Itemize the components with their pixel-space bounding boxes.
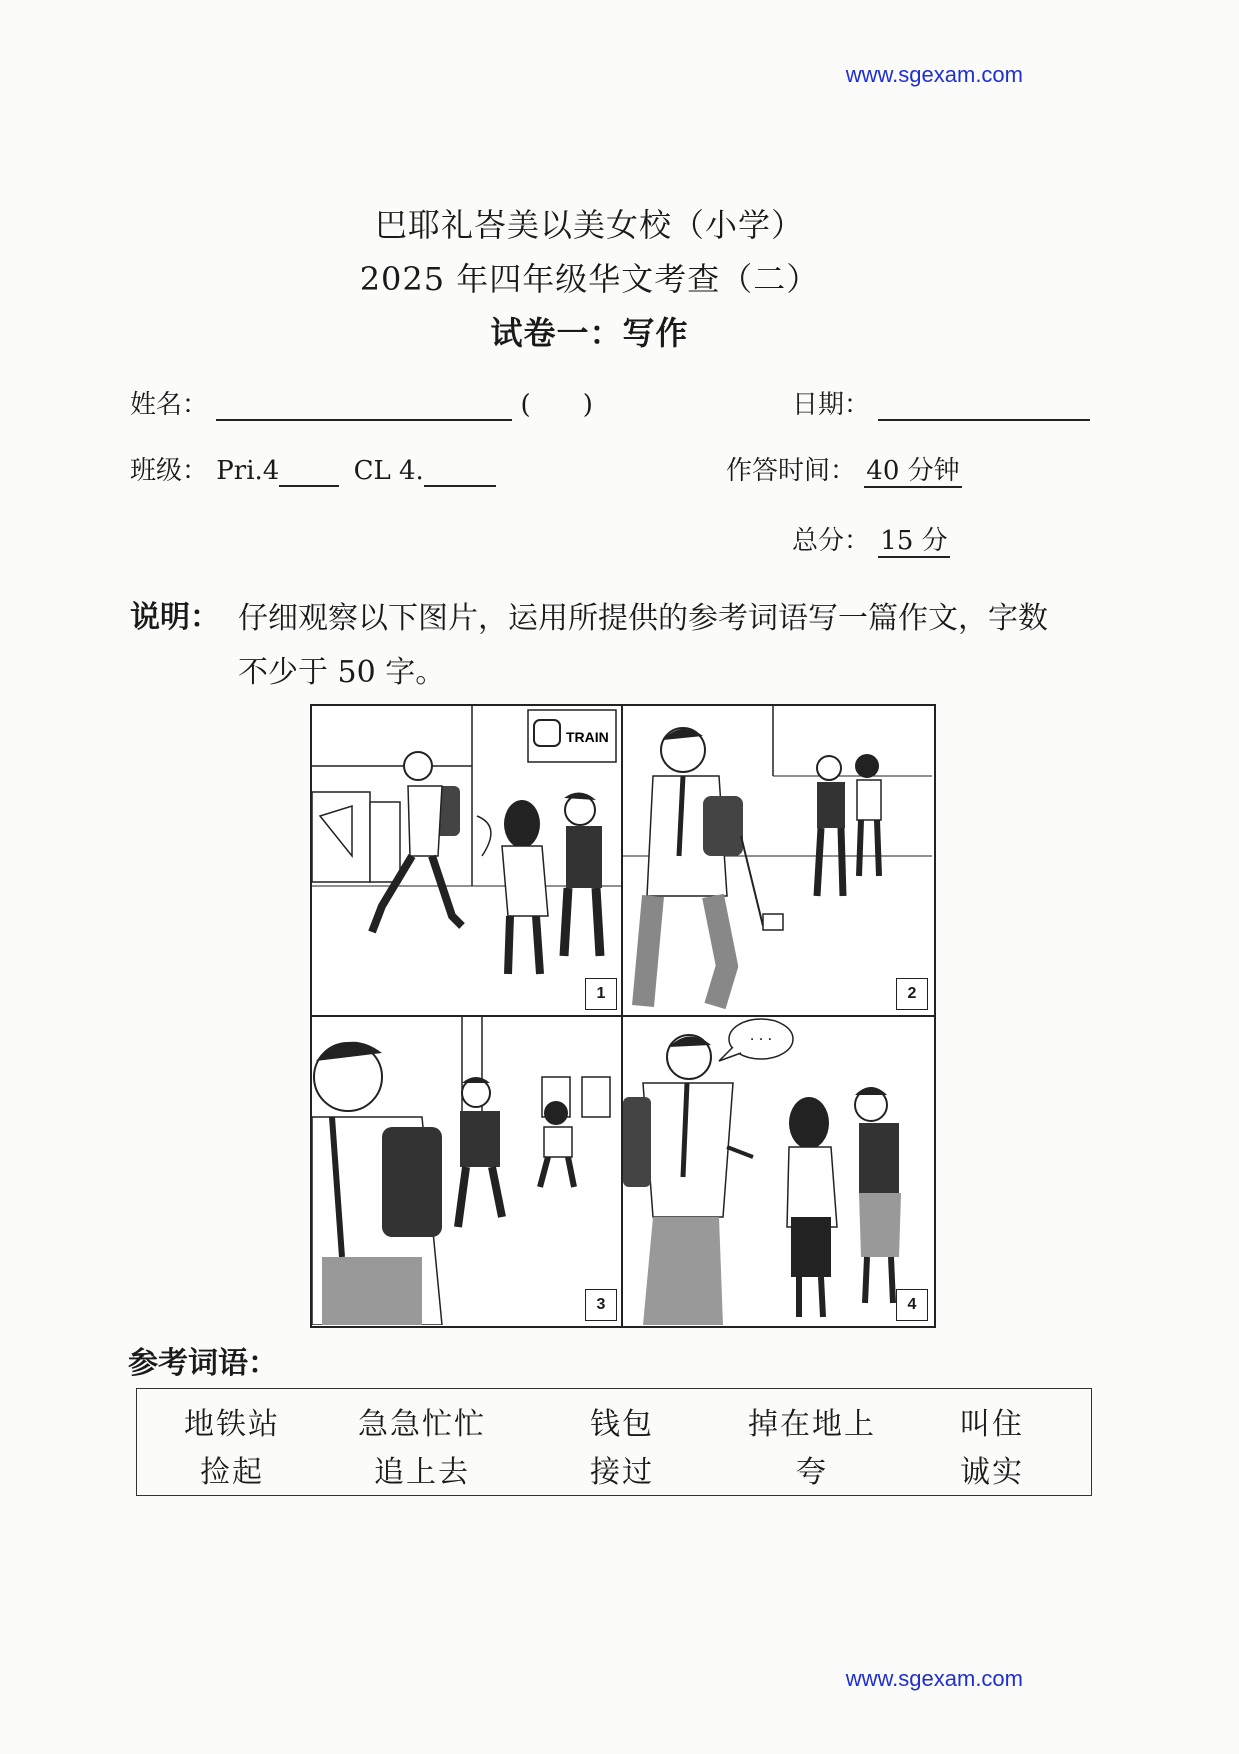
instructions-text: 仔细观察以下图片，运用所提供的参考词语写一篇作文，字数不少于 50 字。: [238, 601, 1048, 690]
class-cl: CL 4.: [353, 456, 424, 486]
panel-3-illustration: [312, 1017, 621, 1325]
comic-panel-4: [623, 1017, 932, 1325]
total-label: 总分：: [792, 526, 871, 556]
date-label: 日期：: [792, 390, 871, 420]
reference-words-box: [136, 1388, 1092, 1496]
comic-panel-3: [312, 1017, 621, 1325]
reference-word: 钱包: [590, 1407, 654, 1442]
reference-word: 追上去: [374, 1455, 470, 1490]
class-label: 班级：: [130, 456, 209, 486]
train-sign-text: TRAIN: [566, 729, 609, 745]
date-field: [792, 384, 1090, 421]
panel-number-1: 1: [585, 978, 617, 1010]
class-cl-blank[interactable]: [424, 485, 496, 487]
reference-word: 掉在地上: [748, 1407, 876, 1442]
name-field: [130, 384, 593, 421]
class-pri-blank[interactable]: [279, 485, 339, 487]
panel-number-4: 4: [896, 1289, 928, 1321]
comic-panel-2: [623, 706, 932, 1014]
time-field: [726, 450, 962, 487]
name-blank[interactable]: [216, 419, 512, 421]
panel-2-illustration: [623, 706, 932, 1014]
school-name: 巴耶礼峇美以美女校（小学）: [374, 206, 804, 244]
time-value: 40 分钟: [866, 456, 960, 486]
paper-title: 试卷一：写作: [490, 314, 689, 352]
reference-word: 捡起: [200, 1455, 264, 1490]
reference-words-label: 参考词语：: [128, 1346, 278, 1381]
speech-bubble-text: · · ·: [749, 1032, 773, 1048]
comic-panel-1: [312, 706, 621, 1014]
instructions-label: 说明：: [130, 600, 220, 635]
class-field: [130, 450, 496, 487]
total-value: 15 分: [880, 526, 948, 556]
register-number-paren: ( ): [520, 390, 593, 420]
panel-number-2: 2: [896, 978, 928, 1010]
exam-title: 2025 年四年级华文考查（二）: [359, 260, 820, 298]
panel-4-illustration: [623, 1017, 932, 1325]
watermark-bottom[interactable]: www.sgexam.com: [845, 1666, 1023, 1691]
panel-number-3: 3: [585, 1289, 617, 1321]
total-field: [792, 520, 950, 557]
reference-word: 夸: [796, 1455, 828, 1490]
reference-word: 叫住: [960, 1407, 1024, 1442]
reference-word: 接过: [590, 1455, 654, 1490]
name-label: 姓名：: [130, 390, 209, 420]
date-blank[interactable]: [878, 419, 1090, 421]
comic-strip: [310, 704, 936, 1328]
reference-word: 诚实: [960, 1455, 1024, 1490]
watermark-top[interactable]: www.sgexam.com: [845, 62, 1023, 87]
reference-word: 急急忙忙: [358, 1407, 486, 1442]
reference-word: 地铁站: [184, 1407, 280, 1442]
class-pri: Pri.4: [216, 456, 280, 486]
panel-1-illustration: [312, 706, 621, 1014]
time-label: 作答时间：: [726, 456, 857, 486]
